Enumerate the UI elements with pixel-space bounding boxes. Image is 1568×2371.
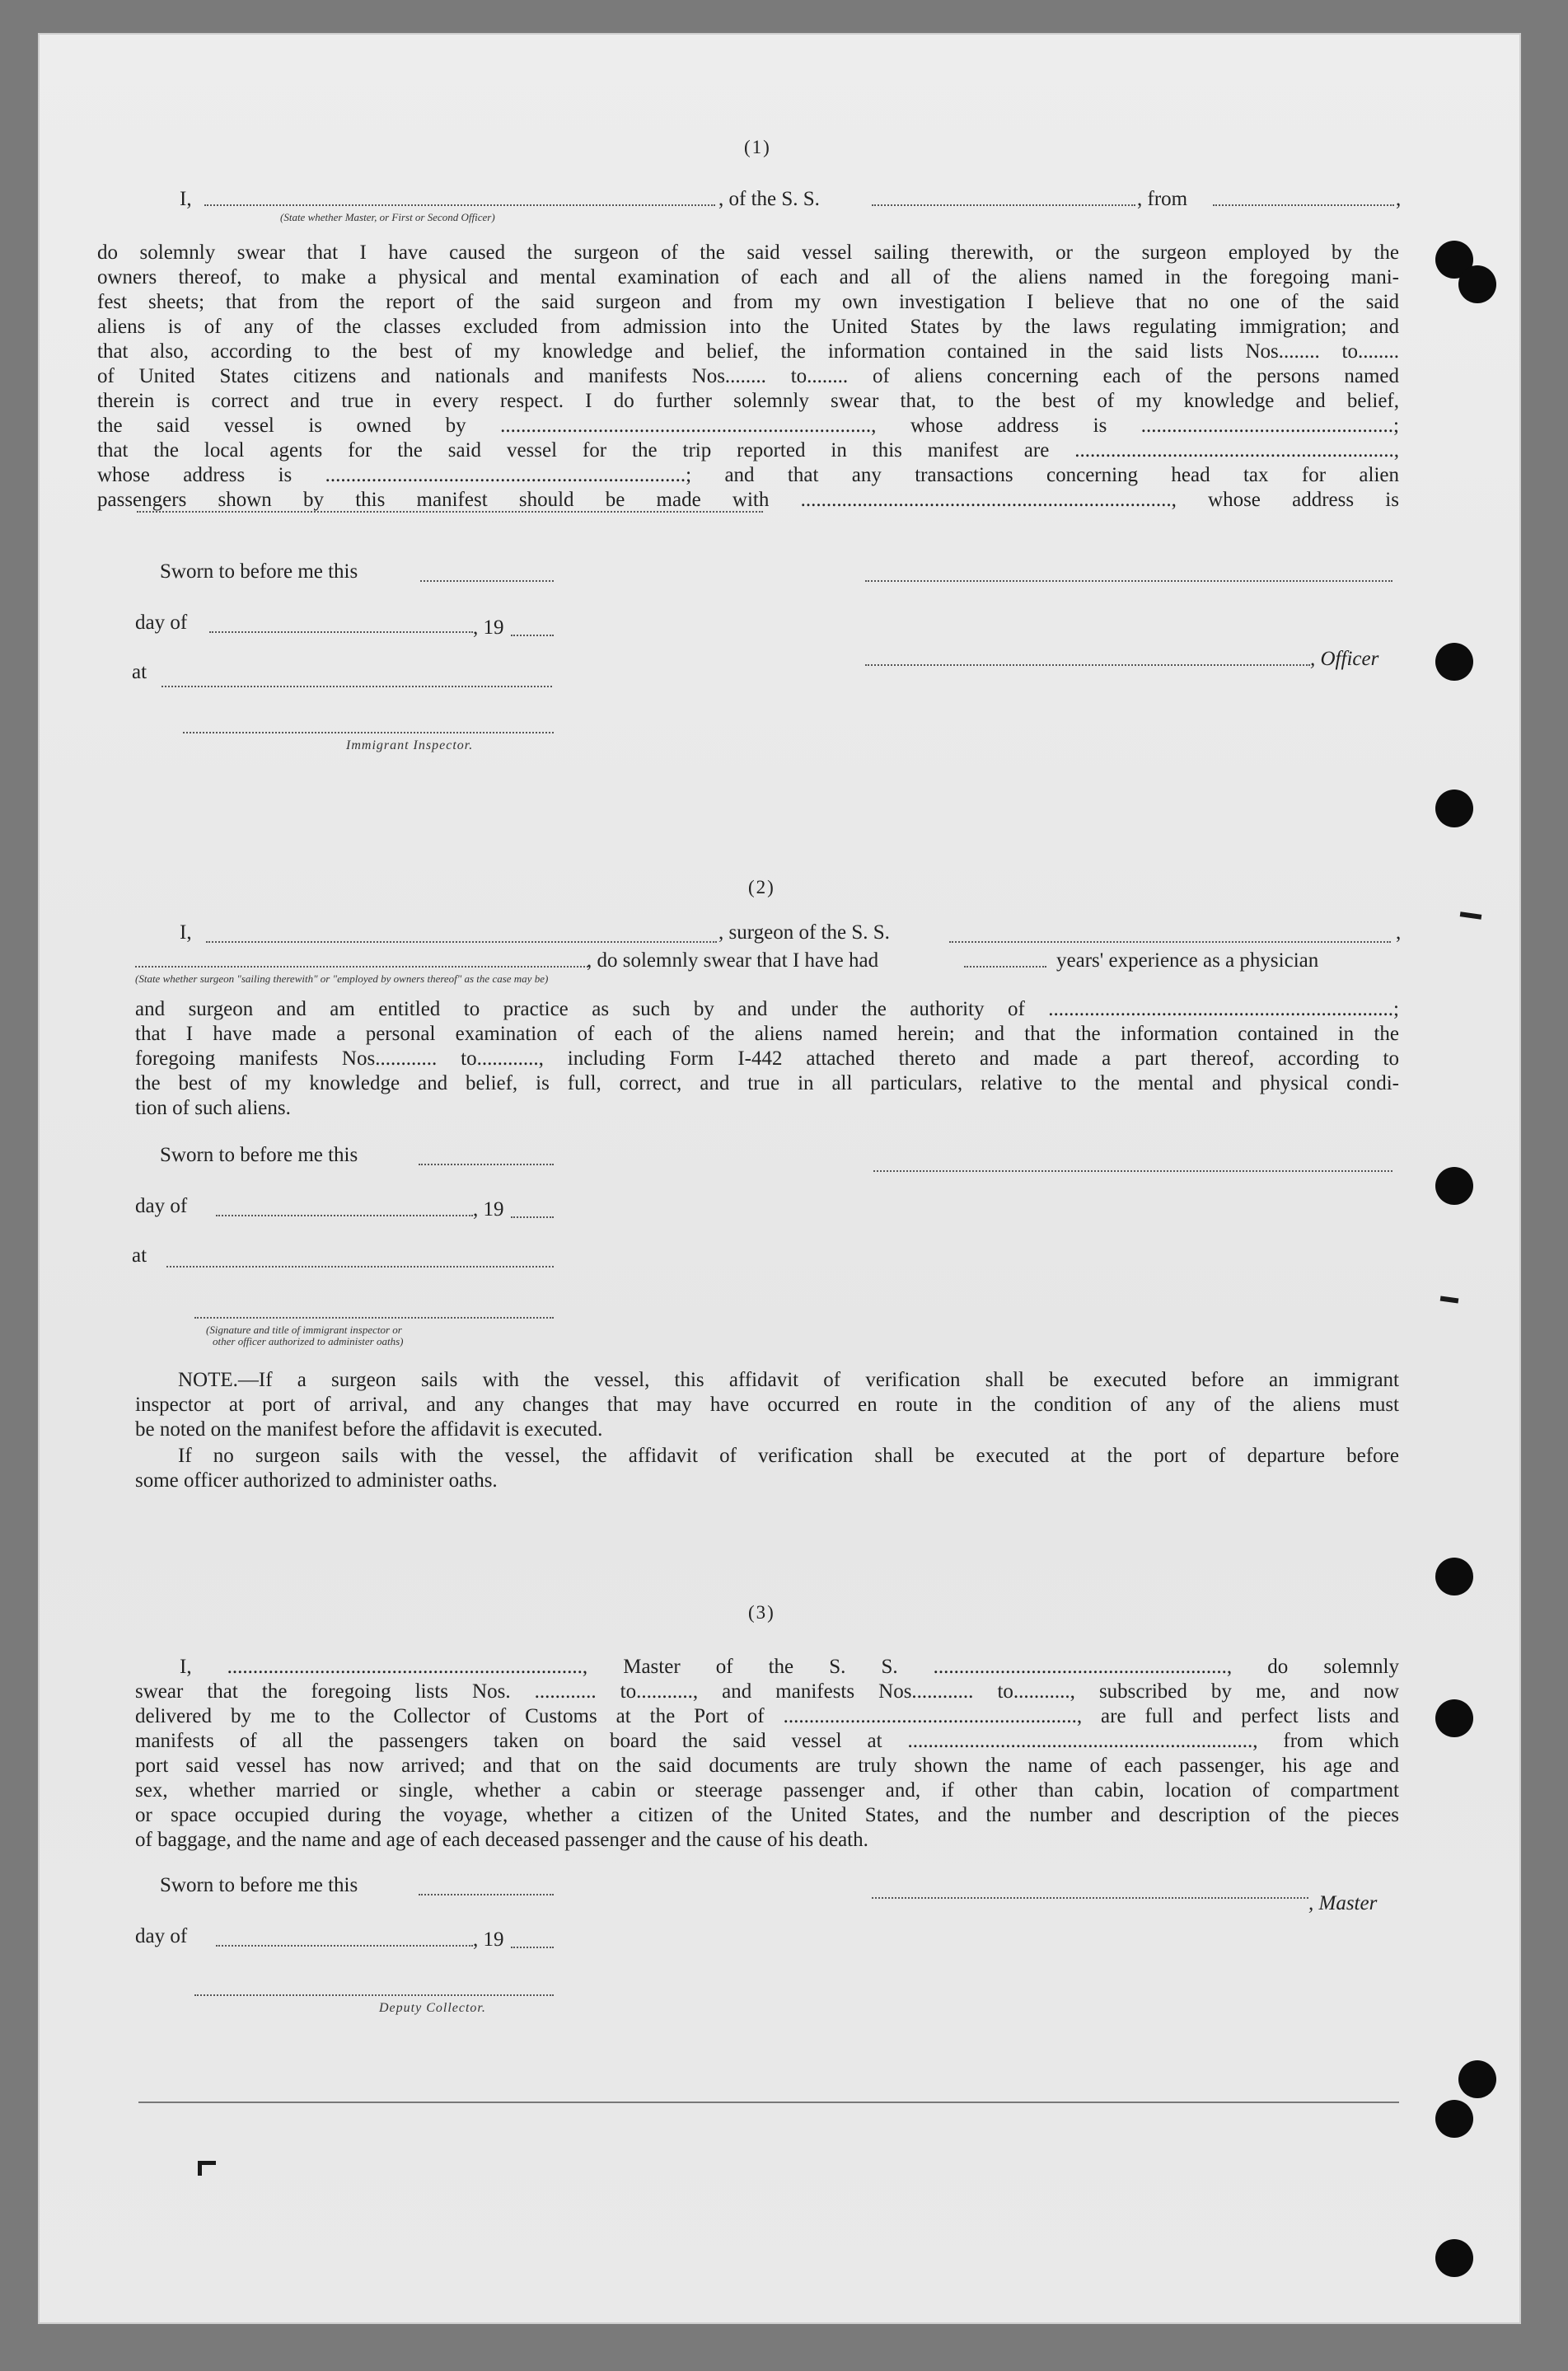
s1-day-of-label: day of — [135, 611, 188, 634]
s3-master-signature-field[interactable] — [872, 1897, 1308, 1899]
s2-note-line: If no surgeon sails with the vessel, the affidavit of verification shall be executed at the port of departure before — [178, 1445, 1399, 1467]
s2-body-line: foregoing manifests Nos............ to............, including Form I-442 attached thereto and made a part thereof, according to — [135, 1047, 1399, 1070]
s1-body-line: do solemnly swear that I have caused the surgeon of the said vessel sailing therewith, or the surgeon employed by the — [97, 241, 1399, 264]
s1-officer-note: (State whether Master, or First or Second Officer) — [280, 211, 495, 223]
s1-at-field[interactable] — [161, 686, 552, 687]
s1-officer-name-field[interactable] — [204, 204, 715, 206]
s1-day-of-field[interactable] — [209, 631, 473, 633]
s3-body-line: or space occupied during the voyage, whether a citizen of the United States, and the number and description of the pieces — [135, 1804, 1399, 1826]
s2-day-of-label: day of — [135, 1195, 188, 1217]
s1-year-field[interactable] — [511, 635, 554, 636]
s3-day-of-label: day of — [135, 1925, 188, 1947]
s2-inspector-signature-field[interactable] — [194, 1317, 554, 1319]
s2-year-label: , 19 — [473, 1198, 504, 1221]
s3-body-line: I, ....................................................................., Master of the S. S. ........................................................., do solemnly — [180, 1656, 1399, 1678]
s2-surgeon-signature-field[interactable] — [873, 1170, 1392, 1172]
s1-line1-ss: , of the S. S. — [718, 188, 820, 210]
s2-year-field[interactable] — [511, 1216, 554, 1218]
s2-body-line: and surgeon and am entitled to practice as such by and under the authority of ...................................................................; — [135, 998, 1399, 1020]
s2-years-field[interactable] — [964, 966, 1046, 968]
punch-hole — [1435, 790, 1473, 827]
ink-mark — [198, 2161, 202, 2176]
s3-day-of-field[interactable] — [216, 1945, 473, 1947]
s2-line1-ss: , surgeon of the S. S. — [718, 921, 890, 944]
s1-sworn-label: Sworn to before me this — [160, 560, 358, 583]
s2-sworn-label: Sworn to before me this — [160, 1144, 358, 1166]
s1-officer-signature-field[interactable] — [865, 580, 1392, 582]
s2-note-line: be noted on the manifest before the affidavit is executed. — [135, 1418, 603, 1441]
punch-hole — [1435, 1699, 1473, 1737]
s2-note-line: some officer authorized to administer oaths. — [135, 1469, 498, 1492]
s3-master-label: , Master — [1308, 1892, 1378, 1914]
s1-officer-line-field[interactable] — [865, 664, 1310, 666]
s1-at-label: at — [132, 661, 147, 683]
s1-body-line: that the local agents for the said vessel for the trip reported in this manifest are .............................................................., — [97, 439, 1399, 462]
s3-body-line: delivered by me to the Collector of Customs at the Port of ........................................................., are full and perfect lists and — [135, 1705, 1399, 1727]
s1-line1-i: I, — [180, 188, 192, 210]
punch-hole — [1435, 643, 1473, 681]
s1-body-line: of United States citizens and nationals and manifests Nos........ to........ of aliens concerning each of the persons named — [97, 365, 1399, 387]
s1-line1-comma: , — [1396, 188, 1402, 210]
s2-surgeon-type-field[interactable] — [135, 966, 588, 968]
s2-sworn-date-field[interactable] — [419, 1164, 554, 1165]
s1-body-line: whose address is ......................................................................; and that any transactions concerning head tax for alien — [97, 464, 1399, 486]
s3-deputy-label: Deputy Collector. — [379, 2001, 486, 2015]
s1-inspector-signature-field[interactable] — [183, 732, 554, 733]
s2-line1-i: I, — [180, 921, 192, 944]
s2-surgeon-note: (State whether surgeon "sailing therewith" or "employed by owners thereof" as the case may be) — [135, 972, 549, 985]
punch-hole — [1435, 1558, 1473, 1596]
s1-body-line: passengers shown by this manifest should be made with ........................................................................, whose address is — [97, 489, 1399, 511]
section-2-number: (2) — [748, 877, 775, 897]
punch-hole — [1435, 1167, 1473, 1205]
s2-body-line: that I have made a personal examination of each of the aliens named herein; and that the information contained in the — [135, 1023, 1399, 1045]
s2-day-of-field[interactable] — [216, 1215, 473, 1216]
section-3-number: (3) — [748, 1602, 775, 1623]
s1-body-line: aliens is of any of the classes excluded from admission into the United States by the laws regulating immigration; and — [97, 316, 1399, 338]
s2-line2-swear: , do solemnly swear that I have had — [587, 949, 879, 972]
s2-note-line: inspector at port of arrival, and any changes that may have occurred en route in the condition of any of the aliens must — [135, 1394, 1399, 1416]
s3-year-label: , 19 — [473, 1928, 504, 1951]
s1-body-line: the said vessel is owned by ........................................................................, whose address is .................................................; — [97, 415, 1399, 437]
s1-body-line: fest sheets; that from the report of the said surgeon and from my own investigation I believe that no one of the said — [97, 291, 1399, 313]
s1-body-line: that also, according to the best of my knowledge and belief, the information contained in the said lists Nos........ to........ — [97, 340, 1399, 363]
s1-head-tax-address-field[interactable] — [137, 511, 763, 513]
s2-note-line: NOTE.—If a surgeon sails with the vessel, this affidavit of verification shall be executed before an immigrant — [178, 1369, 1399, 1391]
s2-body-line: tion of such aliens. — [135, 1097, 291, 1119]
s2-surgeon-name-field[interactable] — [206, 941, 717, 943]
s3-body-line: port said vessel has now arrived; and that on the said documents are truly shown the name of each passenger, his age and — [135, 1755, 1399, 1777]
s1-body-line: therein is correct and true in every respect. I do further solemnly swear that, to the best of my knowledge and belief, — [97, 390, 1399, 412]
punch-hole — [1435, 2100, 1473, 2138]
s2-signature-note-2: other officer authorized to administer oaths) — [213, 1335, 404, 1347]
s1-line1-from: , from — [1137, 188, 1188, 210]
s3-body-line: swear that the foregoing lists Nos. ............ to..........., and manifests Nos............ to..........., subscribed by me, and now — [135, 1680, 1399, 1703]
s3-body-line: sex, whether married or single, whether a cabin or steerage passenger and, if other than cabin, location of compartment — [135, 1779, 1399, 1802]
s2-signature-note-1: (Signature and title of immigrant inspector or — [206, 1324, 402, 1336]
s2-at-field[interactable] — [166, 1266, 554, 1268]
s3-year-field[interactable] — [511, 1947, 554, 1948]
s3-deputy-signature-field[interactable] — [194, 1994, 554, 1996]
s1-officer-label: , Officer — [1310, 648, 1379, 670]
punch-hole — [1435, 2239, 1473, 2277]
s2-line2-years: years' experience as a physician — [1056, 949, 1319, 972]
s2-body-line: the best of my knowledge and belief, is full, correct, and true in all particulars, relative to the mental and physical condi- — [135, 1072, 1399, 1094]
section-1-number: (1) — [744, 137, 771, 157]
s3-sworn-date-field[interactable] — [419, 1894, 554, 1895]
s2-at-label: at — [132, 1244, 147, 1267]
s1-body-line: owners thereof, to make a physical and mental examination of each and all of the aliens named in the foregoing mani- — [97, 266, 1399, 288]
s1-sworn-date-field[interactable] — [420, 580, 554, 582]
s2-vessel-field[interactable] — [949, 941, 1391, 943]
s3-body-line: of baggage, and the name and age of each deceased passenger and the cause of his death. — [135, 1829, 868, 1851]
s1-from-field[interactable] — [1213, 204, 1394, 206]
bottom-rule — [138, 2102, 1399, 2103]
punch-hole — [1458, 2060, 1496, 2098]
punch-hole — [1458, 265, 1496, 303]
s1-inspector-label: Immigrant Inspector. — [346, 738, 474, 752]
s1-vessel-field[interactable] — [872, 204, 1135, 206]
s1-year-label: , 19 — [473, 616, 504, 639]
s2-line1-comma: , — [1396, 921, 1402, 944]
s3-body-line: manifests of all the passengers taken on board the said vessel at ..................................................................., from which — [135, 1730, 1399, 1752]
s3-sworn-label: Sworn to before me this — [160, 1874, 358, 1896]
